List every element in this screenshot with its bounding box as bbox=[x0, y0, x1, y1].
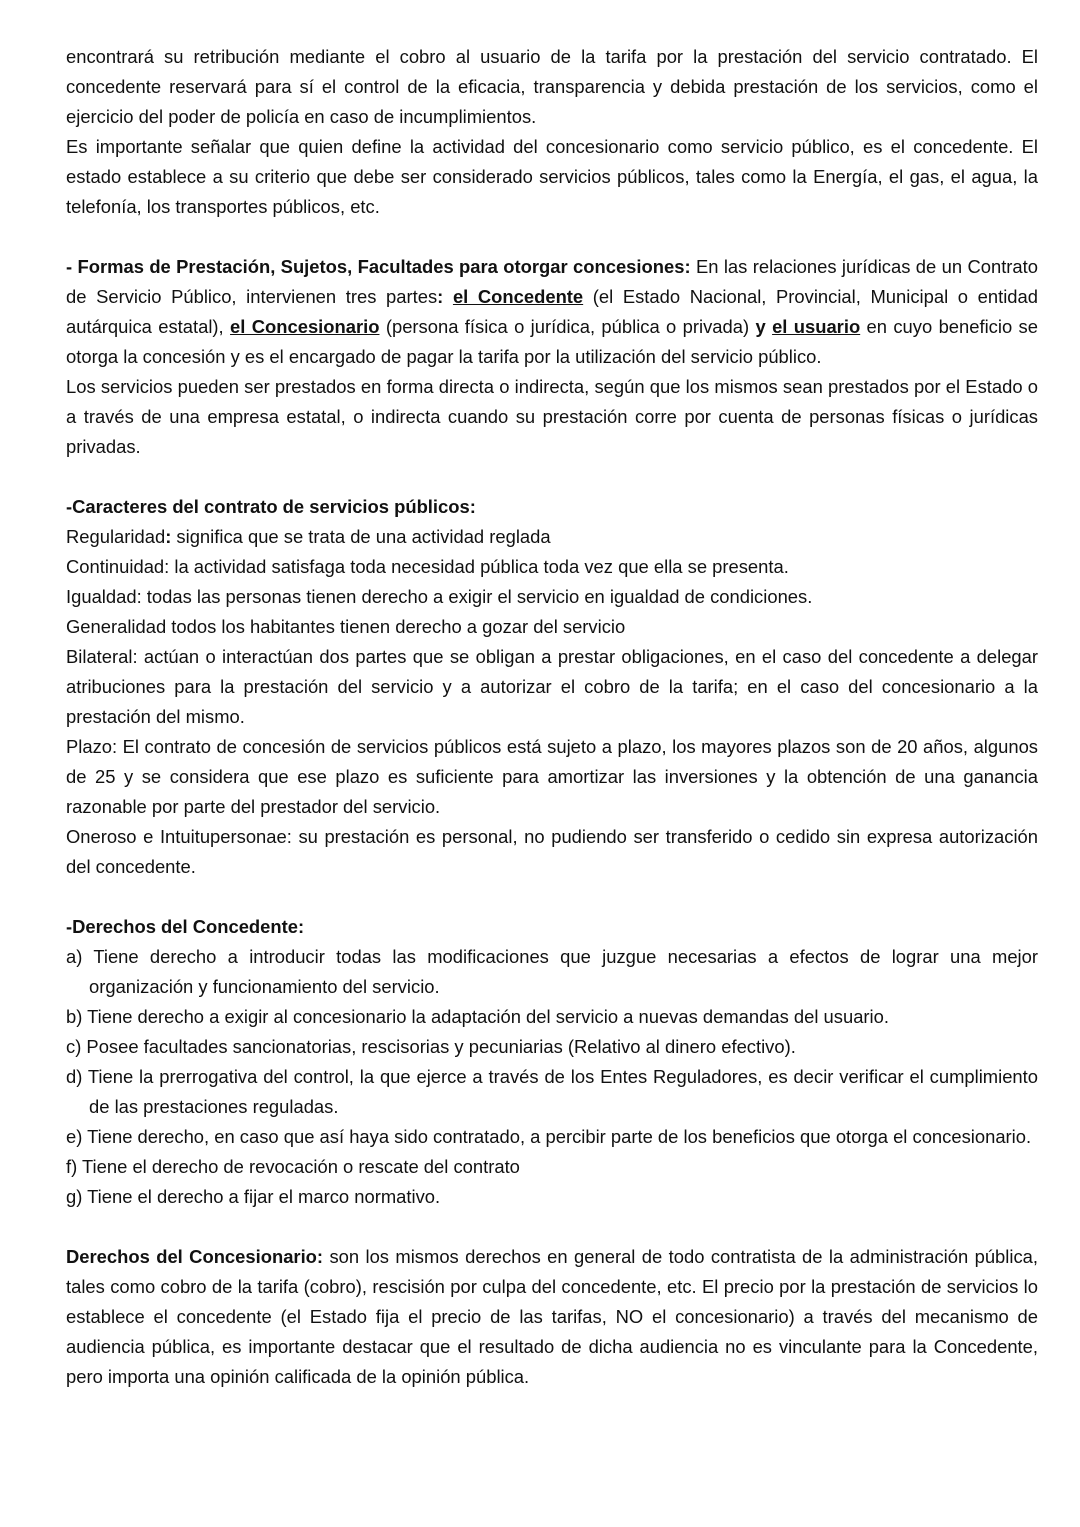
caracter-plazo: Plazo: El contrato de concesión de servicios públicos está sujeto a plazo, los mayores plazos son de 20 años, algunos de 25 y se considera que ese plazo es suficiente para amortizar las inversiones y la obtención de una ganancia razonable por parte del prestador del servicio. bbox=[66, 736, 1038, 817]
formas-paragraph bbox=[66, 252, 1038, 372]
caracter-generalidad: Generalidad todos los habitantes tienen derecho a gozar del servicio bbox=[66, 616, 626, 637]
spacer bbox=[66, 1212, 1038, 1242]
formas-colon: : bbox=[437, 286, 444, 307]
term-concedente: el Concedente bbox=[452, 286, 584, 307]
regularidad-label: Regularidad bbox=[66, 526, 166, 547]
spacer bbox=[66, 882, 1038, 912]
intro-paragraph-1: encontrará su retribución mediante el cobro al usuario de la tarifa por la prestación del servicio contratado. El concedente reservará para sí el control de la eficacia, transparencia y debida prestación de los servicios, como el ejercicio del poder de policía en caso de incumplimientos. bbox=[66, 46, 1038, 127]
intro-paragraph-2: Es importante señalar que quien define la actividad del concesionario como servicio público, es el concedente. El estado establece a su criterio que debe ser considerado servicios públicos, tales como la Energía, el gas, el agua, la telefonía, los transportes públicos, etc. bbox=[66, 136, 1038, 217]
list-item: g) Tiene el derecho a fijar el marco normativo. bbox=[66, 1186, 441, 1207]
caracteres-heading: -Caracteres del contrato de servicios públicos: bbox=[66, 496, 476, 517]
caracter-regularidad bbox=[66, 522, 1038, 552]
formas-heading: - Formas de Prestación, Sujetos, Facultades para otorgar concesiones: bbox=[66, 256, 691, 277]
list-item: d) Tiene la prerrogativa del control, la que ejerce a través de los Entes Reguladores, es decir verificar el cumplimiento de las prestaciones reguladas. bbox=[66, 1066, 1038, 1117]
formas-text-4: en cuyo beneficio se otorga la concesión y es el encargado de pagar la tarifa por la utilización del servicio público. bbox=[66, 316, 1038, 367]
list-item: e) Tiene derecho, en caso que así haya sido contratado, a percibir parte de los beneficios que otorga el concesionario. bbox=[66, 1126, 1032, 1147]
formas-paragraph-2: Los servicios pueden ser prestados en forma directa o indirecta, según que los mismos sean prestados por el Estado o a través de una empresa estatal, o indirecta cuando su prestación corre por cuenta de personas físicas o jurídicas privadas. bbox=[66, 376, 1038, 457]
derechos-concedente-heading: -Derechos del Concedente: bbox=[66, 916, 305, 937]
formas-y: y bbox=[755, 316, 766, 337]
caracter-bilateral: Bilateral: actúan o interactúan dos partes que se obligan a prestar obligaciones, en el caso del concedente a delegar atribuciones para la prestación del servicio y a autorizar el cobro de la tarifa; en el caso del concesionario a la prestación del mismo. bbox=[66, 646, 1038, 727]
formas-text-1: En las relaciones jurídicas de un Contrato de Servicio Público, intervienen tres partes bbox=[66, 256, 1038, 307]
term-usuario: el usuario bbox=[772, 316, 861, 337]
caracter-igualdad: Igualdad: todas las personas tienen derecho a exigir el servicio en igualdad de condiciones. bbox=[66, 586, 813, 607]
formas-text-3: (persona física o jurídica, pública o privada) bbox=[379, 316, 756, 337]
derechos-concesionario-text: son los mismos derechos en general de todo contratista de la administración pública, tales como cobro de la tarifa (cobro), rescisión por culpa del concedente, etc. El precio por la prestación de servicios lo establece el concedente (el Estado fija el precio de las tarifas, NO el concesionario) a través del mecanismo de audiencia pública, es importante destacar que el resultado de dicha audiencia no es vinculante para la Concedente, pero importa una opinión calificada de la opinión pública. bbox=[66, 1246, 1038, 1387]
list-item: a) Tiene derecho a introducir todas las modificaciones que juzgue necesarias a efectos de lograr una mejor organización y funcionamiento del servicio. bbox=[66, 946, 1038, 997]
term-concesionario: el Concesionario bbox=[230, 316, 380, 337]
list-item: b) Tiene derecho a exigir al concesionario la adaptación del servicio a nuevas demandas del usuario. bbox=[66, 1006, 889, 1027]
document-page bbox=[66, 42, 1038, 1392]
regularidad-colon: : bbox=[165, 526, 172, 547]
list-item: f) Tiene el derecho de revocación o rescate del contrato bbox=[66, 1156, 520, 1177]
caracter-oneroso: Oneroso e Intuitupersonae: su prestación es personal, no pudiendo ser transferido o cedido sin expresa autorización del concedente. bbox=[66, 826, 1038, 877]
spacer bbox=[66, 222, 1038, 252]
caracter-continuidad: Continuidad: la actividad satisfaga toda necesidad pública toda vez que ella se presenta. bbox=[66, 556, 789, 577]
regularidad-text: significa que se trata de una actividad reglada bbox=[171, 526, 551, 547]
derechos-concesionario-heading: Derechos del Concesionario: bbox=[66, 1246, 324, 1267]
list-item: c) Posee facultades sancionatorias, rescisorias y pecuniarias (Relativo al dinero efectivo). bbox=[66, 1036, 796, 1057]
formas-text-2: (el Estado Nacional, Provincial, Municipal o entidad autárquica estatal), bbox=[66, 286, 1038, 337]
derechos-concesionario-paragraph bbox=[66, 1242, 1038, 1392]
spacer bbox=[66, 462, 1038, 492]
